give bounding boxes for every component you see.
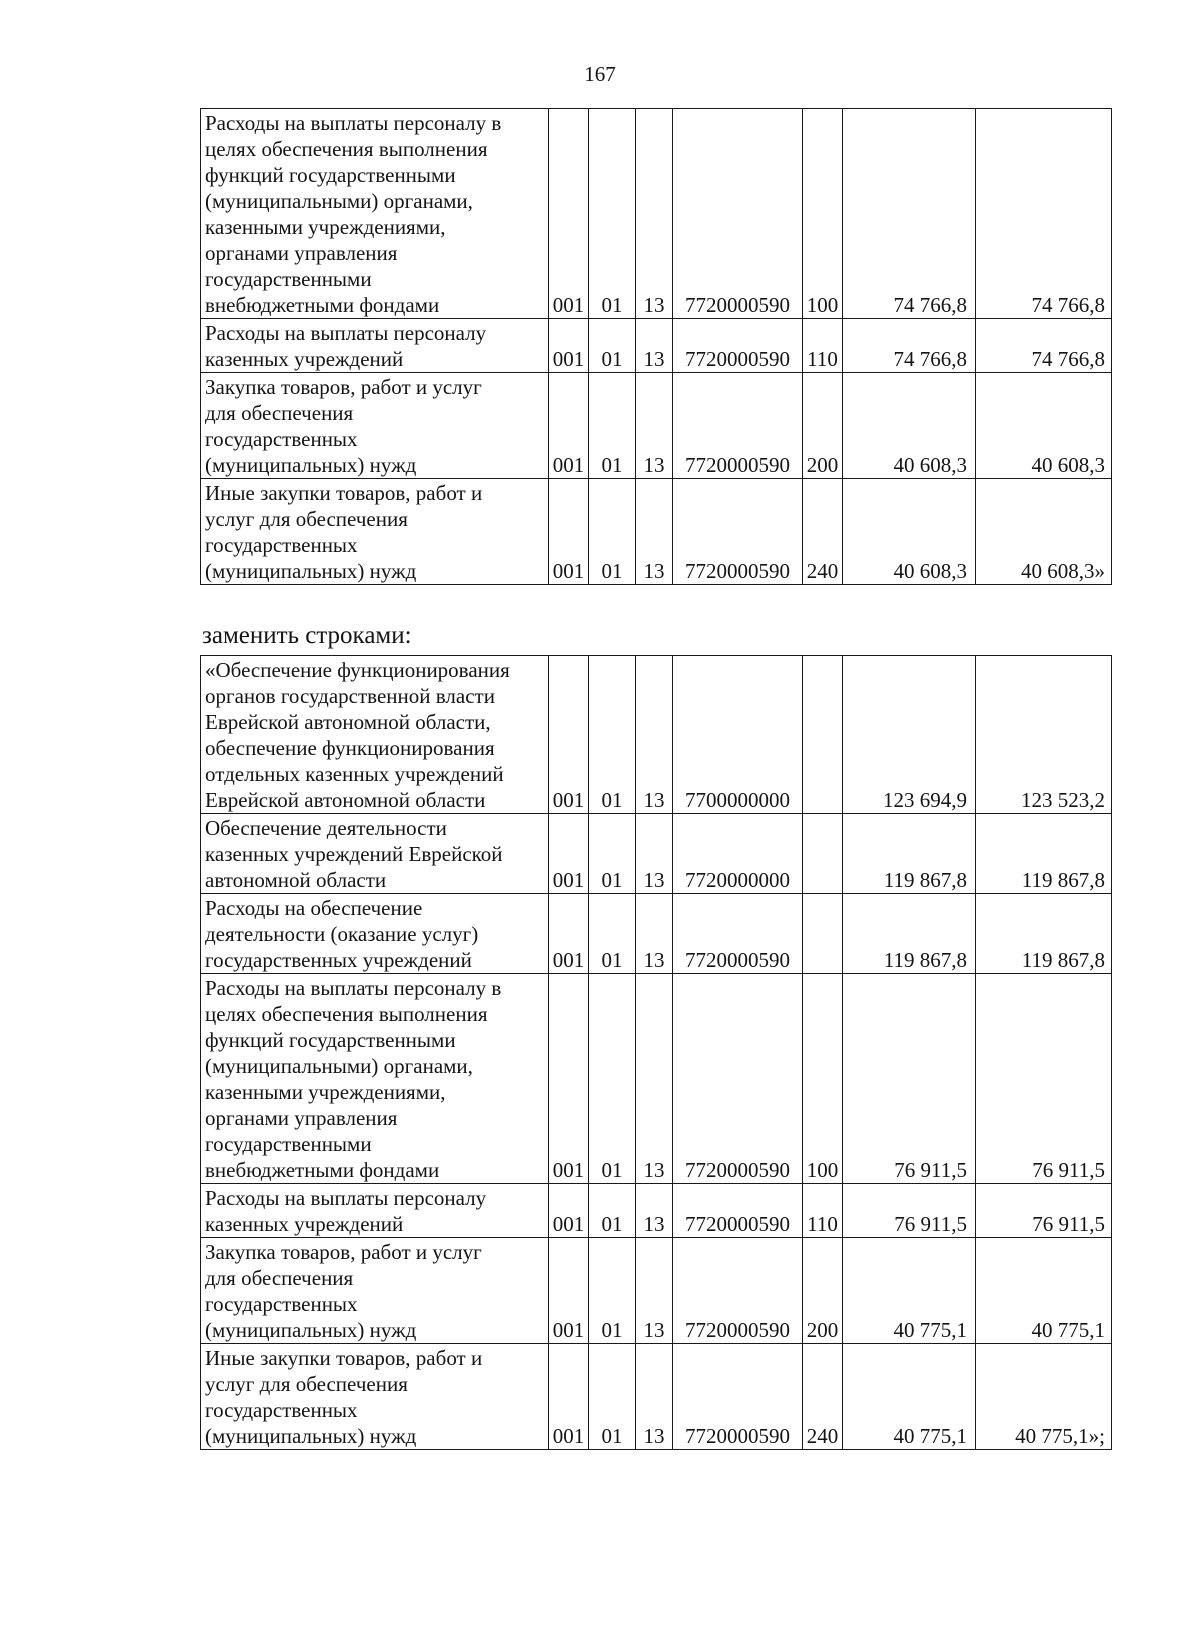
expense-kind-cell: 240 (803, 1344, 843, 1450)
replace-with-rows-text: заменить строками: (202, 622, 412, 649)
subsection-code-cell: 13 (636, 1184, 673, 1238)
target-article-cell: 7720000590 (673, 1238, 803, 1344)
amount-first-cell: 40 608,3 (843, 373, 976, 479)
ministry-code-cell: 001 (549, 479, 589, 585)
amount-first-cell: 76 911,5 (843, 974, 976, 1184)
ministry-code-cell: 001 (549, 1344, 589, 1450)
section-code-cell: 01 (589, 974, 636, 1184)
target-article-cell: 7700000000 (673, 656, 803, 814)
subsection-code-cell: 13 (636, 974, 673, 1184)
target-article-cell: 7720000590 (673, 894, 803, 974)
table-row (201, 656, 1112, 814)
target-article-cell: 7720000590 (673, 109, 803, 319)
amount-second-cell: 119 867,8 (976, 894, 1112, 974)
amount-first-cell: 119 867,8 (843, 894, 976, 974)
table-row (201, 974, 1112, 1184)
row-name-cell: «Обеспечение функционирования органов государственной власти Еврейской автономной области, обеспечение функционирования отдельных казенных учреждений Еврейской автономной области (201, 656, 549, 814)
table-row (201, 1344, 1112, 1450)
amount-second-cell: 40 608,3» (976, 479, 1112, 585)
ministry-code-cell: 001 (549, 1184, 589, 1238)
table-row (201, 894, 1112, 974)
table-row (201, 319, 1112, 373)
amount-first-cell: 74 766,8 (843, 319, 976, 373)
subsection-code-cell: 13 (636, 814, 673, 894)
amount-first-cell: 123 694,9 (843, 656, 976, 814)
row-name-cell: Расходы на выплаты персоналу казенных учреждений (201, 319, 549, 373)
section-code-cell: 01 (589, 479, 636, 585)
ministry-code-cell: 001 (549, 974, 589, 1184)
expense-kind-cell: 110 (803, 319, 843, 373)
row-name-cell: Расходы на выплаты персоналу в целях обеспечения выполнения функций государственными (муниципальными) органами, казенными учреждениями, органами управления государственными внебюджетными фондами (201, 974, 549, 1184)
amount-second-cell: 76 911,5 (976, 1184, 1112, 1238)
table-row (201, 373, 1112, 479)
amount-first-cell: 40 775,1 (843, 1238, 976, 1344)
expense-kind-cell: 240 (803, 479, 843, 585)
expense-kind-cell: 100 (803, 109, 843, 319)
row-name-cell: Иные закупки товаров, работ и услуг для обеспечения государственных (муниципальных) нужд (201, 479, 549, 585)
section-code-cell: 01 (589, 1344, 636, 1450)
amount-second-cell: 74 766,8 (976, 319, 1112, 373)
subsection-code-cell: 13 (636, 656, 673, 814)
amount-second-cell: 40 775,1 (976, 1238, 1112, 1344)
row-name-cell: Закупка товаров, работ и услуг для обеспечения государственных (муниципальных) нужд (201, 373, 549, 479)
budget-table-old (200, 108, 1112, 585)
row-name-cell: Иные закупки товаров, работ и услуг для обеспечения государственных (муниципальных) нужд (201, 1344, 549, 1450)
target-article-cell: 7720000590 (673, 1184, 803, 1238)
amount-second-cell: 74 766,8 (976, 109, 1112, 319)
ministry-code-cell: 001 (549, 1238, 589, 1344)
section-code-cell: 01 (589, 373, 636, 479)
subsection-code-cell: 13 (636, 1344, 673, 1450)
amount-second-cell: 40 608,3 (976, 373, 1112, 479)
section-code-cell: 01 (589, 656, 636, 814)
amount-first-cell: 40 608,3 (843, 479, 976, 585)
row-name-cell: Расходы на выплаты персоналу в целях обеспечения выполнения функций государственными (муниципальными) органами, казенными учреждениями, органами управления государственными внебюджетными фондами (201, 109, 549, 319)
expense-kind-cell (803, 656, 843, 814)
section-code-cell: 01 (589, 1238, 636, 1344)
expense-kind-cell (803, 894, 843, 974)
table-row (201, 814, 1112, 894)
subsection-code-cell: 13 (636, 894, 673, 974)
ministry-code-cell: 001 (549, 894, 589, 974)
amount-first-cell: 119 867,8 (843, 814, 976, 894)
section-code-cell: 01 (589, 814, 636, 894)
ministry-code-cell: 001 (549, 109, 589, 319)
target-article-cell: 7720000590 (673, 1344, 803, 1450)
expense-kind-cell: 200 (803, 373, 843, 479)
amount-first-cell: 76 911,5 (843, 1184, 976, 1238)
table-row (201, 109, 1112, 319)
budget-table-old-body (201, 109, 1112, 585)
amount-second-cell: 76 911,5 (976, 974, 1112, 1184)
table-row (201, 1184, 1112, 1238)
subsection-code-cell: 13 (636, 319, 673, 373)
ministry-code-cell: 001 (549, 656, 589, 814)
target-article-cell: 7720000000 (673, 814, 803, 894)
section-code-cell: 01 (589, 1184, 636, 1238)
table-row (201, 1238, 1112, 1344)
target-article-cell: 7720000590 (673, 319, 803, 373)
row-name-cell: Закупка товаров, работ и услуг для обеспечения государственных (муниципальных) нужд (201, 1238, 549, 1344)
section-code-cell: 01 (589, 109, 636, 319)
ministry-code-cell: 001 (549, 373, 589, 479)
subsection-code-cell: 13 (636, 109, 673, 319)
amount-first-cell: 40 775,1 (843, 1344, 976, 1450)
amount-second-cell: 40 775,1»; (976, 1344, 1112, 1450)
expense-kind-cell (803, 814, 843, 894)
section-code-cell: 01 (589, 319, 636, 373)
row-name-cell: Обеспечение деятельности казенных учреждений Еврейской автономной области (201, 814, 549, 894)
amount-second-cell: 123 523,2 (976, 656, 1112, 814)
target-article-cell: 7720000590 (673, 479, 803, 585)
amount-second-cell: 119 867,8 (976, 814, 1112, 894)
ministry-code-cell: 001 (549, 319, 589, 373)
section-code-cell: 01 (589, 894, 636, 974)
page-number: 167 (584, 62, 616, 86)
subsection-code-cell: 13 (636, 373, 673, 479)
expense-kind-cell: 100 (803, 974, 843, 1184)
row-name-cell: Расходы на обеспечение деятельности (оказание услуг) государственных учреждений (201, 894, 549, 974)
subsection-code-cell: 13 (636, 479, 673, 585)
expense-kind-cell: 110 (803, 1184, 843, 1238)
target-article-cell: 7720000590 (673, 373, 803, 479)
ministry-code-cell: 001 (549, 814, 589, 894)
budget-table-new-body (201, 656, 1112, 1450)
target-article-cell: 7720000590 (673, 974, 803, 1184)
budget-table-new (200, 655, 1112, 1450)
row-name-cell: Расходы на выплаты персоналу казенных учреждений (201, 1184, 549, 1238)
amount-first-cell: 74 766,8 (843, 109, 976, 319)
table-row (201, 479, 1112, 585)
expense-kind-cell: 200 (803, 1238, 843, 1344)
subsection-code-cell: 13 (636, 1238, 673, 1344)
